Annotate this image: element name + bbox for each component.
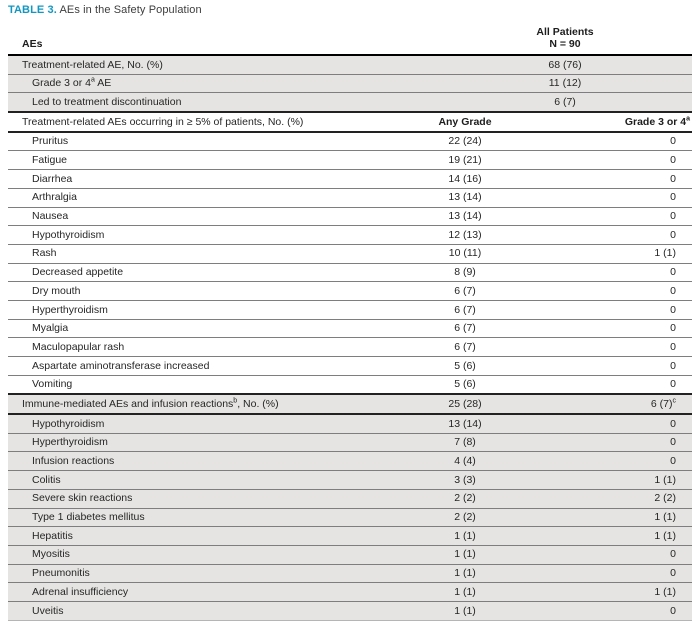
table-row xyxy=(8,452,692,471)
ae-name-cell: Dry mouth xyxy=(8,282,328,301)
table-row xyxy=(8,207,692,226)
table-title-text: AEs in the Safety Population xyxy=(59,4,202,16)
any-grade-value-cell: 1 (1) xyxy=(328,527,602,546)
grade-3-4-value-cell: 0 xyxy=(602,357,692,376)
any-grade-value-cell: 3 (3) xyxy=(328,471,602,490)
all-patients-value-cell: 11 (12) xyxy=(328,74,692,93)
grade-3-4-value-cell: 2 (2) xyxy=(602,489,692,508)
any-grade-value-cell: 12 (13) xyxy=(328,226,602,245)
any-grade-value-cell: 13 (14) xyxy=(328,188,602,207)
ae-name-cell: Grade 3 or 4$^a$ AE xyxy=(8,74,328,93)
grade-3-4-value-cell: 1 (1) xyxy=(602,508,692,527)
table-row xyxy=(8,112,692,132)
any-grade-value-cell: 13 (14) xyxy=(328,414,602,433)
any-grade-value-cell: 1 (1) xyxy=(328,583,602,602)
table-row xyxy=(8,527,692,546)
header-row xyxy=(8,24,692,55)
any-grade-value-cell: 10 (11) xyxy=(328,244,602,263)
table-row xyxy=(8,282,692,301)
table-row xyxy=(8,300,692,319)
ae-name-cell: Pruritus xyxy=(8,132,328,151)
any-grade-value-cell: 1 (1) xyxy=(328,564,602,583)
ae-name-cell: Hyperthyroidism xyxy=(8,433,328,452)
page xyxy=(0,4,700,624)
grade-3-4-value-cell: Grade 3 or 4$^a$ xyxy=(602,112,692,132)
column-header-aes: AEs xyxy=(8,24,328,55)
ae-name-cell: Fatigue xyxy=(8,151,328,170)
ae-name-cell: Hypothyroidism xyxy=(8,226,328,245)
ae-name-cell: Nausea xyxy=(8,207,328,226)
table-row xyxy=(8,263,692,282)
any-grade-value-cell: 19 (21) xyxy=(328,151,602,170)
ae-name-cell: Uveitis xyxy=(8,601,328,620)
any-grade-value-cell: 4 (4) xyxy=(328,452,602,471)
grade-3-4-value-cell: 0 xyxy=(602,263,692,282)
ae-name-cell: Type 1 diabetes mellitus xyxy=(8,508,328,527)
grade-3-4-value-cell: 6 $(7)^c$ xyxy=(602,394,692,414)
grade-3-4-value-cell: 0 xyxy=(602,433,692,452)
grade-3-4-value-cell: 0 xyxy=(602,564,692,583)
any-grade-value-cell: 6 (7) xyxy=(328,282,602,301)
ae-name-cell: Treatment-related AE, No. (%) xyxy=(8,55,328,74)
ae-name-cell: Pneumonitis xyxy=(8,564,328,583)
ae-name-cell: Vomiting xyxy=(8,375,328,394)
all-patients-line2: N = 90 xyxy=(549,38,581,50)
table-row xyxy=(8,564,692,583)
ae-name-cell: Hyperthyroidism xyxy=(8,300,328,319)
ae-name-cell: Maculopapular rash xyxy=(8,338,328,357)
any-grade-value-cell: 6 (7) xyxy=(328,338,602,357)
table-row xyxy=(8,601,692,620)
ae-name-cell: Decreased appetite xyxy=(8,263,328,282)
table-row xyxy=(8,74,692,93)
any-grade-value-cell: 13 (14) xyxy=(328,207,602,226)
ae-name-cell: Treatment-related AEs occurring in ≥ 5% of patients, No. (%) xyxy=(8,112,328,132)
ae-name-cell: Hypothyroidism xyxy=(8,414,328,433)
table-row xyxy=(8,319,692,338)
table-row xyxy=(8,394,692,414)
table-row xyxy=(8,93,692,112)
any-grade-value-cell: 1 (1) xyxy=(328,545,602,564)
table-title-label: TABLE 3. xyxy=(8,4,57,16)
ae-name-cell: Diarrhea xyxy=(8,170,328,189)
ae-name-cell: Led to treatment discontinuation xyxy=(8,93,328,112)
any-grade-value-cell: 6 (7) xyxy=(328,300,602,319)
any-grade-value-cell: Any Grade xyxy=(328,112,602,132)
grade-3-4-value-cell: 0 xyxy=(602,545,692,564)
any-grade-value-cell: 25 (28) xyxy=(328,394,602,414)
ae-name-cell: Immune-mediated AEs and infusion reactions$^b$, No. (%) xyxy=(8,394,328,414)
aes-table xyxy=(8,24,692,621)
table-row xyxy=(8,414,692,433)
any-grade-value-cell: 6 (7) xyxy=(328,319,602,338)
table-row xyxy=(8,226,692,245)
grade-3-4-value-cell: 0 xyxy=(602,338,692,357)
any-grade-value-cell: 2 (2) xyxy=(328,508,602,527)
ae-name-cell: Severe skin reactions xyxy=(8,489,328,508)
any-grade-value-cell: 7 (8) xyxy=(328,433,602,452)
all-patients-value-cell: 6 (7) xyxy=(328,93,692,112)
table-row xyxy=(8,375,692,394)
grade-3-4-value-cell: 0 xyxy=(602,132,692,151)
table-row xyxy=(8,244,692,263)
table-row xyxy=(8,151,692,170)
table-row xyxy=(8,132,692,151)
table-title xyxy=(8,4,700,17)
ae-name-cell: Adrenal insufficiency xyxy=(8,583,328,602)
table-header xyxy=(8,24,692,55)
ae-name-cell: Myositis xyxy=(8,545,328,564)
ae-name-cell: Hepatitis xyxy=(8,527,328,546)
table-row xyxy=(8,433,692,452)
any-grade-value-cell: 22 (24) xyxy=(328,132,602,151)
grade-3-4-value-cell: 1 (1) xyxy=(602,244,692,263)
table-row xyxy=(8,338,692,357)
all-patients-value-cell: 68 (76) xyxy=(328,55,692,74)
table-row xyxy=(8,583,692,602)
ae-name-cell: Colitis xyxy=(8,471,328,490)
all-patients-line1: All Patients xyxy=(536,26,594,38)
table-row xyxy=(8,357,692,376)
grade-3-4-value-cell: 0 xyxy=(602,414,692,433)
table-body xyxy=(8,55,692,620)
any-grade-value-cell: 1 (1) xyxy=(328,601,602,620)
grade-3-4-value-cell: 1 (1) xyxy=(602,471,692,490)
grade-3-4-value-cell: 1 (1) xyxy=(602,583,692,602)
grade-3-4-value-cell: 0 xyxy=(602,151,692,170)
ae-name-cell: Rash xyxy=(8,244,328,263)
ae-name-cell: Infusion reactions xyxy=(8,452,328,471)
grade-3-4-value-cell: 1 (1) xyxy=(602,527,692,546)
any-grade-value-cell: 2 (2) xyxy=(328,489,602,508)
grade-3-4-value-cell: 0 xyxy=(602,601,692,620)
grade-3-4-value-cell: 0 xyxy=(602,170,692,189)
grade-3-4-value-cell: 0 xyxy=(602,207,692,226)
grade-3-4-value-cell: 0 xyxy=(602,319,692,338)
grade-3-4-value-cell: 0 xyxy=(602,452,692,471)
ae-name-cell: Arthralgia xyxy=(8,188,328,207)
table-row xyxy=(8,188,692,207)
any-grade-value-cell: 14 (16) xyxy=(328,170,602,189)
any-grade-value-cell: 8 (9) xyxy=(328,263,602,282)
table-row xyxy=(8,508,692,527)
any-grade-value-cell: 5 (6) xyxy=(328,357,602,376)
grade-3-4-value-cell: 0 xyxy=(602,188,692,207)
grade-3-4-value-cell: 0 xyxy=(602,375,692,394)
table-row xyxy=(8,489,692,508)
grade-3-4-value-cell: 0 xyxy=(602,226,692,245)
table-row xyxy=(8,55,692,74)
ae-name-cell: Aspartate aminotransferase increased xyxy=(8,357,328,376)
table-row xyxy=(8,471,692,490)
grade-3-4-value-cell: 0 xyxy=(602,300,692,319)
table-row xyxy=(8,545,692,564)
grade-3-4-value-cell: 0 xyxy=(602,282,692,301)
ae-name-cell: Myalgia xyxy=(8,319,328,338)
table-row xyxy=(8,170,692,189)
column-header-all-patients xyxy=(328,24,692,55)
any-grade-value-cell: 5 (6) xyxy=(328,375,602,394)
